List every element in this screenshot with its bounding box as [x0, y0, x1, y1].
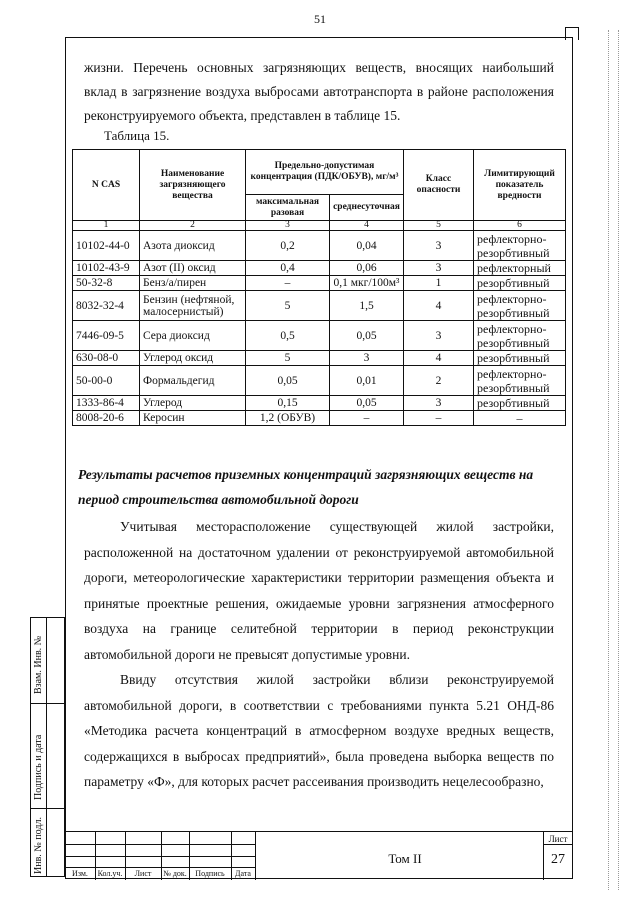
- cas-cell: 1333-86-4: [73, 396, 140, 411]
- class-cell: 2: [404, 366, 474, 396]
- avg-cell: 0,05: [330, 396, 404, 411]
- limit-cell: рефлекторный: [474, 261, 566, 276]
- limit-cell: рефлекторно-резорбтивный: [474, 321, 566, 351]
- col-number: 6: [474, 221, 566, 231]
- name-cell: Бенз/а/пирен: [140, 276, 246, 291]
- header-pdk-max: максимальная разовая: [246, 195, 330, 221]
- body-paragraph-2: Ввиду отсутствия жилой застройки вблизи реконструируемой автомобильной дороги, в соответствии с требованиями пункта 5.21 ОНД-86 «Методика расчета концентраций в атмосферном воздухе вредных веществ, содержащихся в выбросах предприятий», была проведена выборка веществ по параметру «Ф», для которых расчет рассеивания производить нецелесообразно,: [84, 672, 554, 789]
- scan-edge-line-2: [618, 30, 619, 890]
- volume-label: Том II: [388, 851, 422, 866]
- cas-cell: 50-00-0: [73, 366, 140, 396]
- table-row: [73, 396, 566, 411]
- title-label-list: Лист: [134, 869, 152, 878]
- limit-cell: резорбтивный: [474, 276, 566, 291]
- cas-cell: 10102-43-9: [73, 261, 140, 276]
- col-number: 4: [330, 221, 404, 231]
- margin-label-replacement-inv: Взам. Инв. №: [33, 635, 44, 694]
- class-cell: 3: [404, 261, 474, 276]
- limit-cell: –: [474, 411, 566, 426]
- intro-paragraph: [84, 56, 554, 128]
- header-hazard-class: Класс опасности: [404, 150, 474, 221]
- avg-cell: 0,01: [330, 366, 404, 396]
- cas-cell: 10102-44-0: [73, 231, 140, 261]
- cas-cell: 50-32-8: [73, 276, 140, 291]
- margin-label-original-inv: Инв. № подл.: [33, 817, 44, 874]
- scan-edge-line: [608, 30, 609, 890]
- column-number-row: [73, 221, 566, 231]
- max-cell: 5: [246, 351, 330, 366]
- col-number: 3: [246, 221, 330, 231]
- avg-cell: 0,06: [330, 261, 404, 276]
- name-cell: Азота диоксид: [140, 231, 246, 261]
- class-cell: 4: [404, 291, 474, 321]
- table-row: [73, 231, 566, 261]
- header-name: Наименование загрязняющего вещества: [140, 150, 246, 221]
- title-block: [65, 831, 573, 880]
- header-limiting-indicator: Лимитирующий показатель вредности: [474, 150, 566, 221]
- limit-cell: резорбтивный: [474, 396, 566, 411]
- max-cell: –: [246, 276, 330, 291]
- avg-cell: 3: [330, 351, 404, 366]
- table-row: [73, 321, 566, 351]
- max-cell: 0,5: [246, 321, 330, 351]
- margin-label-signature-date: Подпись и дата: [33, 734, 44, 800]
- pollutants-table: [72, 149, 566, 426]
- intro-line-2: вклад в загрязнение воздуха выбросами автотранспорта в районе расположения: [84, 84, 554, 99]
- cas-cell: 7446-09-5: [73, 321, 140, 351]
- limit-cell: резорбтивный: [474, 351, 566, 366]
- margin-stamp: [30, 617, 65, 877]
- class-cell: 1: [404, 276, 474, 291]
- table-row: [73, 291, 566, 321]
- class-cell: 4: [404, 351, 474, 366]
- avg-cell: 0,05: [330, 321, 404, 351]
- header-pdk: Предельно-допустимая концентрация (ПДК/ОБУВ), мг/м³: [246, 150, 404, 195]
- limit-cell: рефлекторно-резорбтивный: [474, 291, 566, 321]
- max-cell: 1,2 (ОБУВ): [246, 411, 330, 426]
- max-cell: 0,2: [246, 231, 330, 261]
- max-cell: 0,05: [246, 366, 330, 396]
- name-cell: Углерод оксид: [140, 351, 246, 366]
- title-label-izm: Изм.: [72, 869, 88, 878]
- max-cell: 0,15: [246, 396, 330, 411]
- section-heading: Результаты расчетов приземных концентраций загрязняющих веществ на период строительства автомобильной дороги: [78, 467, 534, 507]
- intro-line-3: реконструируемого объекта, представлен в таблице 15.: [84, 108, 401, 123]
- title-label-doc: № док.: [163, 869, 187, 878]
- table-caption: Таблица 15.: [104, 128, 170, 143]
- class-cell: 3: [404, 321, 474, 351]
- class-cell: 3: [404, 396, 474, 411]
- sheet-label: Лист: [548, 834, 568, 844]
- name-cell: Керосин: [140, 411, 246, 426]
- title-label-kol: Кол.уч.: [97, 869, 123, 878]
- limit-cell: рефлекторно-резорбтивный: [474, 366, 566, 396]
- cas-cell: 630-08-0: [73, 351, 140, 366]
- name-cell: Формальдегид: [140, 366, 246, 396]
- table-row: [73, 261, 566, 276]
- name-cell: Углерод: [140, 396, 246, 411]
- avg-cell: –: [330, 411, 404, 426]
- body-text: [84, 514, 554, 795]
- limit-cell: рефлекторно-резорбтивный: [474, 231, 566, 261]
- sheet-number: 27: [551, 852, 565, 867]
- col-number: 2: [140, 221, 246, 231]
- body-paragraph-1: Учитывая месторасположение существующей жилой застройки, расположенной на достаточном удалении от реконструируемой автомобильной дороги, метеорологические характеристики территории размещения объекта и принятые проектные решения, ожидаемые уровни загрязнения атмосферного воздуха на границе селитебной территории в период реконструкции автомобильной дороги не превысят допустимые уровни.: [84, 519, 554, 662]
- max-cell: 5: [246, 291, 330, 321]
- intro-line-1: жизни. Перечень основных загрязняющих веществ, вносящих наибольший: [84, 60, 554, 75]
- header-cas: N CAS: [73, 150, 140, 221]
- col-number: 5: [404, 221, 474, 231]
- avg-cell: 0,04: [330, 231, 404, 261]
- header-pdk-avg: среднесуточная: [330, 195, 404, 221]
- avg-cell: 1,5: [330, 291, 404, 321]
- name-cell: Азот (II) оксид: [140, 261, 246, 276]
- table-row: [73, 366, 566, 396]
- class-cell: 3: [404, 231, 474, 261]
- title-label-date: Дата: [235, 869, 251, 878]
- title-label-signature: Подпись: [195, 869, 225, 878]
- table-row: [73, 351, 566, 366]
- table-row: [73, 276, 566, 291]
- class-cell: –: [404, 411, 474, 426]
- max-cell: 0,4: [246, 261, 330, 276]
- table-row: [73, 411, 566, 426]
- col-number: 1: [73, 221, 140, 231]
- avg-cell: 0,1 мкг/100м³: [330, 276, 404, 291]
- name-cell: Сера диоксид: [140, 321, 246, 351]
- name-cell: Бензин (нефтяной, малосернистый): [140, 291, 246, 321]
- cas-cell: 8008-20-6: [73, 411, 140, 426]
- page-number: 51: [314, 12, 326, 26]
- cas-cell: 8032-32-4: [73, 291, 140, 321]
